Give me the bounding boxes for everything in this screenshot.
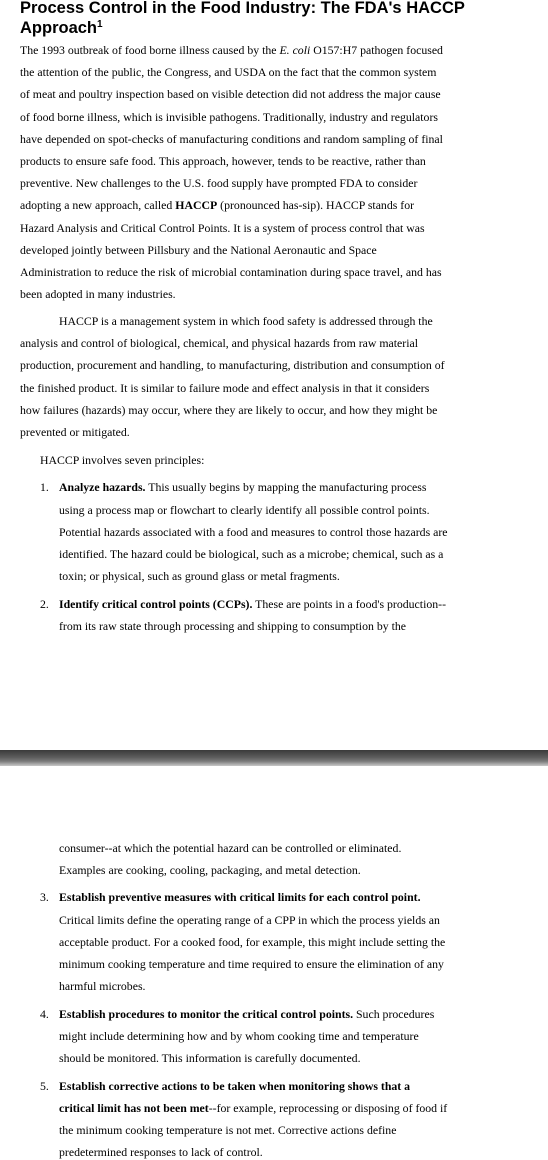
list-item-line: Establish procedures to monitor the critical control points. Such procedures (59, 1007, 435, 1021)
paragraph-1-line: of meat and poultry inspection based on visible detection did not address the major cause (20, 87, 441, 101)
paragraph-1-line: been adopted in many industries. (20, 287, 176, 301)
list-item-line: Potential hazards associated with a food and measures to control those hazards are (59, 525, 448, 539)
paragraph-1-line: products to ensure safe food. This approach, however, tends to be reactive, rather than (20, 154, 426, 168)
paragraph-1-line: The 1993 outbreak of food borne illness caused by the E. coli O157:H7 pathogen focused (20, 43, 443, 57)
paragraph-1-line: adopting a new approach, called HACCP (pronounced has-sip). HACCP stands for (20, 198, 415, 212)
paragraph-1-line: the attention of the public, the Congress, and USDA on the fact that the common system (20, 65, 437, 79)
paragraph-1-line: have depended on spot-checks of manufacturing conditions and random sampling of final (20, 132, 443, 146)
paragraph-2-line: production, procurement and handling, to manufacturing, distribution and consumption of (20, 358, 445, 372)
page-break-divider (0, 750, 548, 766)
paragraph-1-line: developed jointly between Pillsbury and the National Aeronautic and Space (20, 243, 377, 257)
list-item-number: 2. (40, 597, 49, 611)
list-item-number: 4. (40, 1007, 49, 1021)
list-item-line: Establish preventive measures with critical limits for each control point. (59, 890, 421, 904)
list-item-number: 1. (40, 480, 49, 494)
list-item-line: the minimum cooking temperature is not met. Corrective actions define (59, 1123, 397, 1137)
principles-intro: HACCP involves seven principles: (40, 453, 205, 467)
list-item-number: 3. (40, 890, 49, 904)
list-item-line: Establish corrective actions to be taken when monitoring shows that a (59, 1079, 411, 1093)
list-item-line: toxin; or physical, such as ground glass or metal fragments. (59, 569, 340, 583)
list-item-line: minimum cooking temperature and time required to ensure the elimination of any (59, 957, 444, 971)
list-item-line: Identify critical control points (CCPs). These are points in a food's production-- (59, 597, 446, 611)
list-item-line: Analyze hazards. This usually begins by mapping the manufacturing process (59, 480, 427, 494)
document-title: Process Control in the Food Industry: The FDA's HACCP Approach$^1$ (20, 0, 465, 37)
list-item-line: should be monitored. This information is carefully documented. (59, 1051, 361, 1065)
paragraph-1-line: preventive. New challenges to the U.S. food supply have prompted FDA to consider (20, 176, 418, 190)
list-item-line: Examples are cooking, cooling, packaging, and metal detection. (59, 863, 361, 877)
paragraph-1-line: Hazard Analysis and Critical Control Points. It is a system of process control that was (20, 221, 425, 235)
list-item-line: acceptable product. For a cooked food, for example, this might include setting the (59, 935, 446, 949)
footnote-mark: 1 (97, 19, 103, 30)
list-item-line: consumer--at which the potential hazard can be controlled or eliminated. (59, 841, 402, 855)
paragraph-2-line: how failures (hazards) may occur, where they are likely to occur, and how they might be (20, 403, 438, 417)
list-item-line: harmful microbes. (59, 979, 146, 993)
list-item-line: predetermined responses to lack of control. (59, 1145, 263, 1159)
list-item-number: 5. (40, 1079, 49, 1093)
list-item-line: identified. The hazard could be biological, such as a microbe; chemical, such as a (59, 547, 444, 561)
list-item-line: critical limit has not been met--for example, reprocessing or disposing of food if (59, 1101, 448, 1115)
paragraph-2-line: the finished product. It is similar to failure mode and effect analysis in that it considers (20, 381, 430, 395)
list-item-line: from its raw state through processing and shipping to consumption by the (59, 619, 406, 633)
paragraph-2-line: prevented or mitigated. (20, 425, 130, 439)
paragraph-1-line: Administration to reduce the risk of microbial contamination during space travel, and has (20, 265, 442, 279)
paragraph-2-line: analysis and control of biological, chemical, and physical hazards from raw material (20, 336, 419, 350)
paragraph-2-line: HACCP is a management system in which food safety is addressed through the (59, 314, 433, 328)
list-item-line: Critical limits define the operating range of a CPP in which the process yields an (59, 913, 440, 927)
page-2 (0, 766, 548, 1160)
paragraph-1-line: of food borne illness, which is invisible pathogens. Traditionally, industry and regulators (20, 110, 438, 124)
list-item-line: using a process map or flowchart to clearly identify all possible control points. (59, 503, 430, 517)
list-item-line: might include determining how and by whom cooking time and temperature (59, 1029, 419, 1043)
